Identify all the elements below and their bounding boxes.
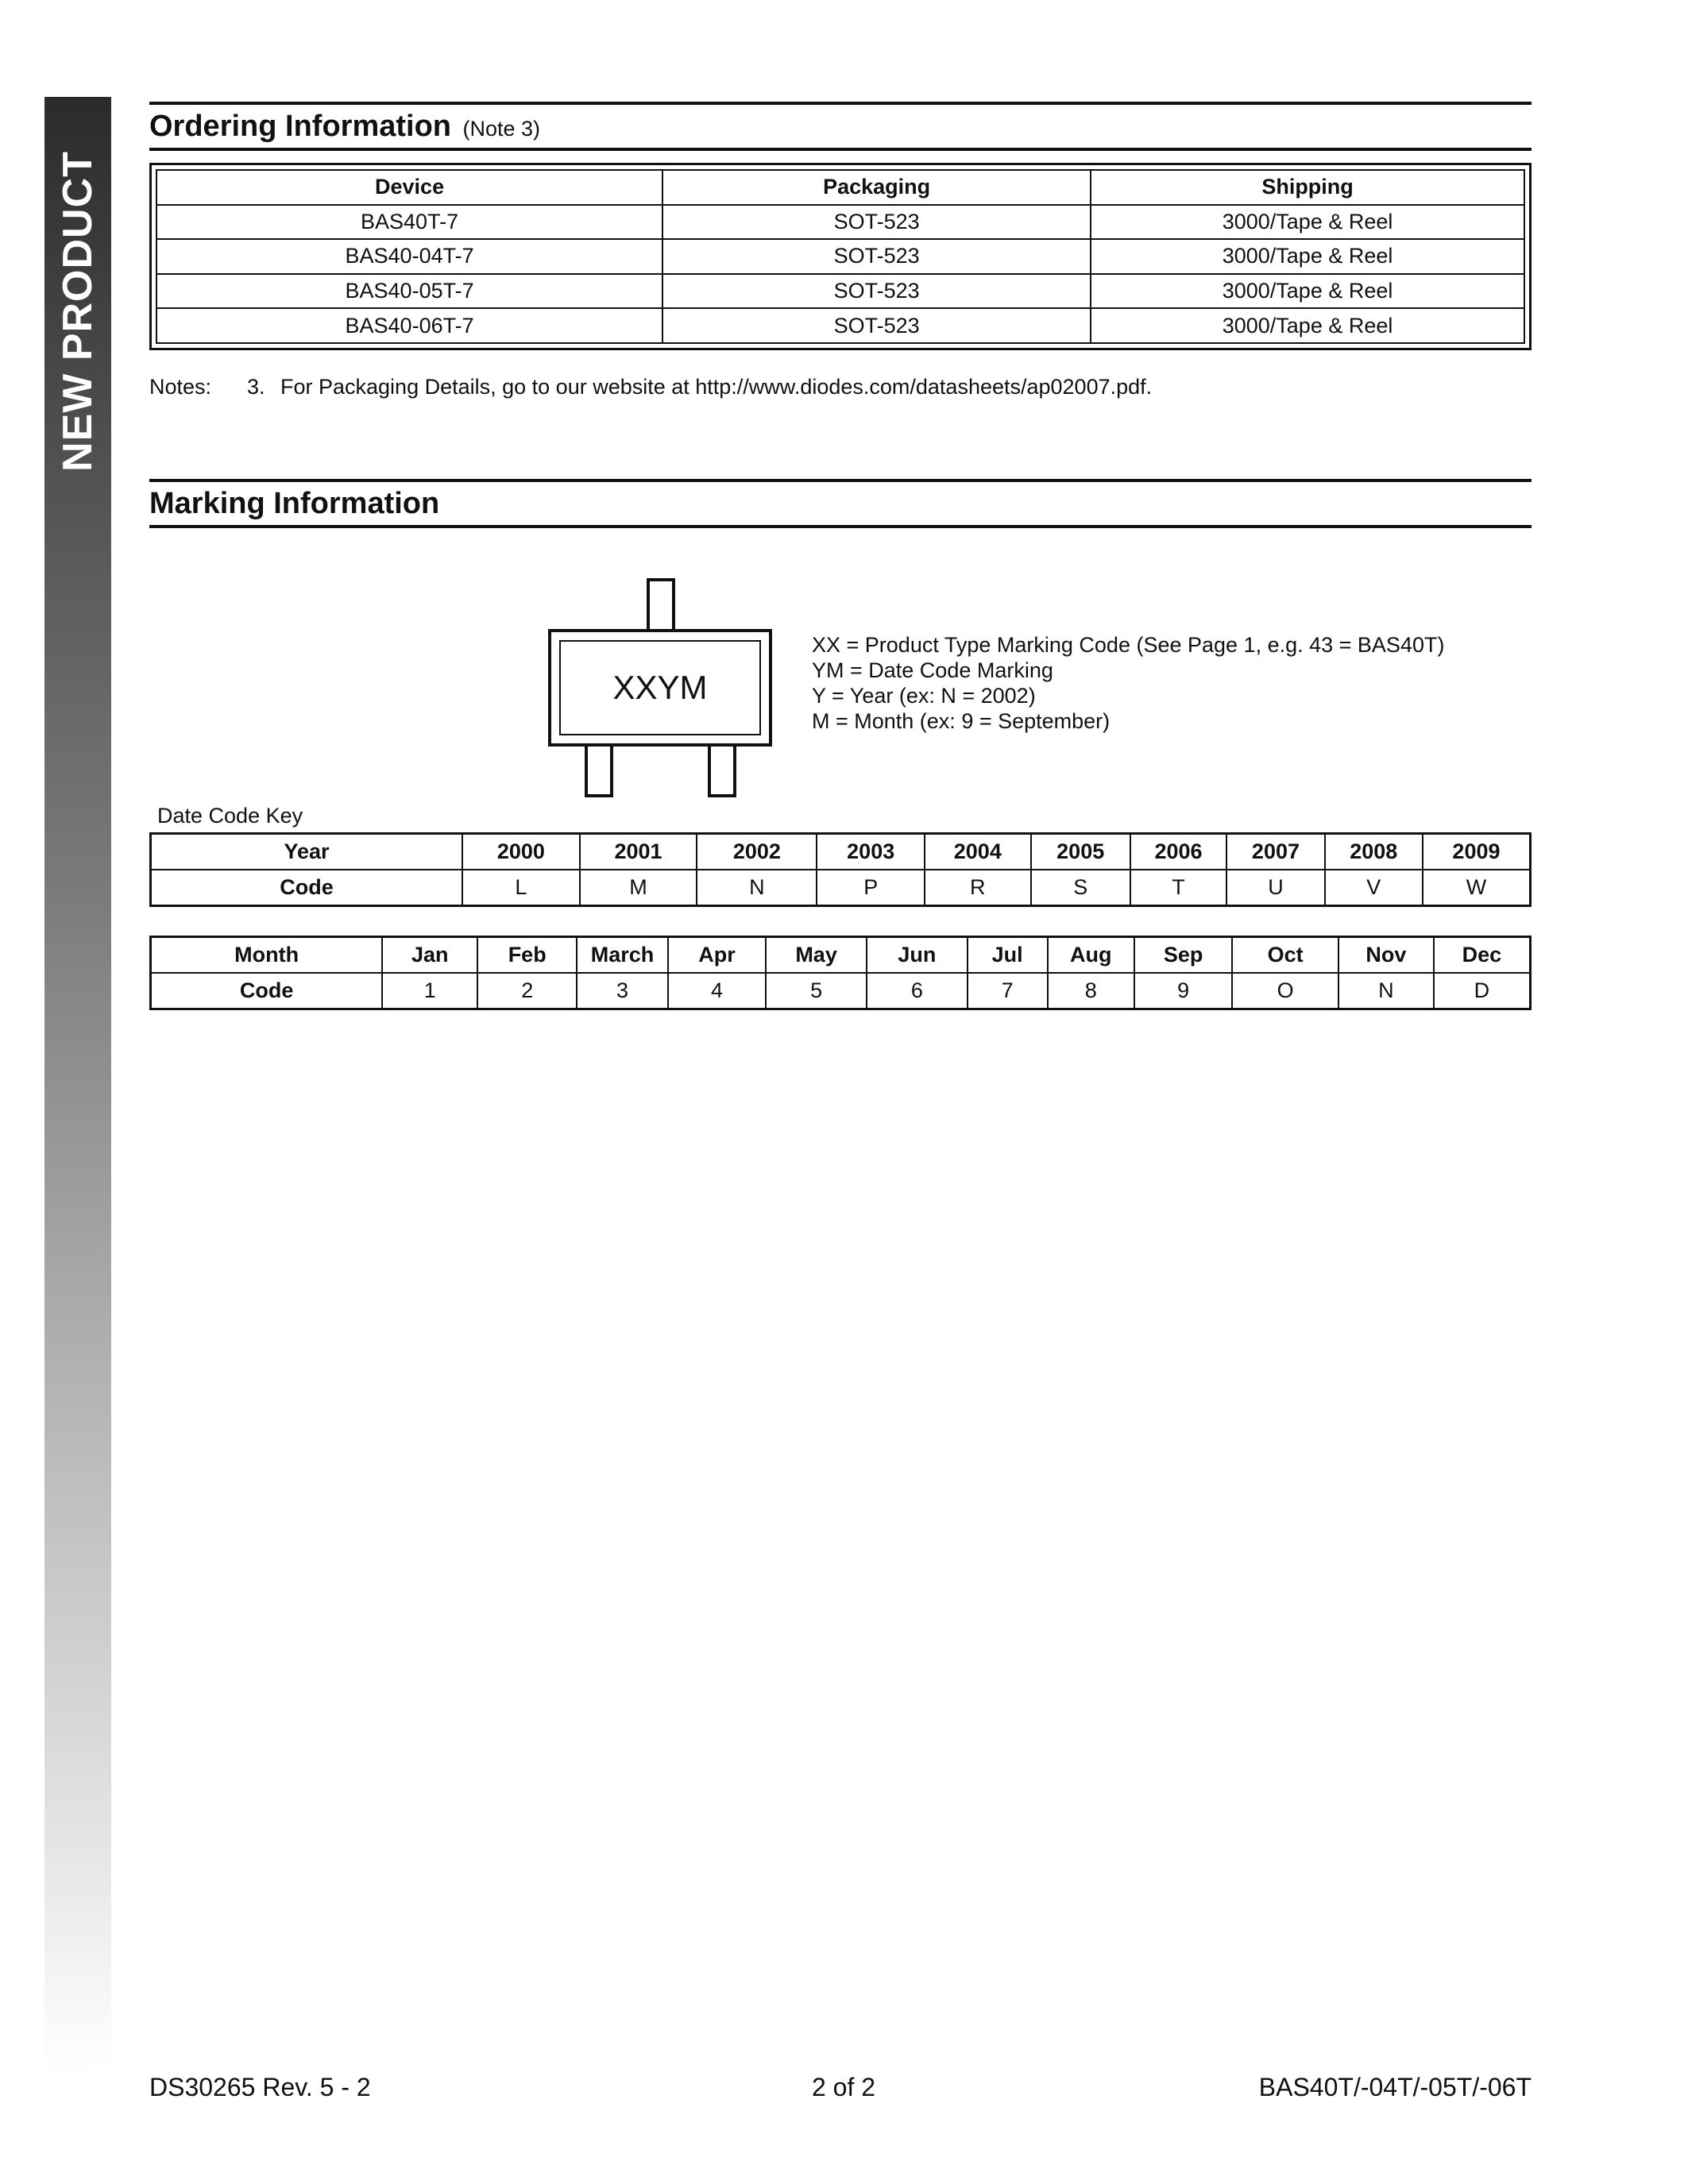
footer-doc-number: DS30265 Rev. 5 - 2 — [149, 2073, 371, 2101]
package-pin-top — [647, 578, 675, 632]
month-code-cell: 7 — [968, 973, 1048, 1009]
device-cell: BAS40-04T-7 — [156, 239, 662, 274]
package-pin-bottom-right — [708, 743, 736, 797]
year-cell: 2007 — [1226, 834, 1324, 870]
code-row-label: Code — [151, 870, 463, 906]
shipping-cell: 3000/Tape & Reel — [1091, 205, 1524, 240]
device-cell: BAS40-05T-7 — [156, 274, 662, 309]
column-header-packaging: Packaging — [662, 170, 1091, 205]
month-code-cell: 9 — [1134, 973, 1232, 1009]
footer-part-numbers: BAS40T/-04T/-05T/-06T — [1258, 2073, 1532, 2101]
marking-section-header — [149, 479, 1532, 528]
table-row — [151, 834, 1531, 870]
note-text: For Packaging Details, go to our website at http://www.diodes.com/datasheets/ap02007.pdf. — [280, 375, 1153, 399]
month-cell: Jun — [867, 937, 968, 974]
table-row — [156, 205, 1524, 240]
device-cell: BAS40T-7 — [156, 205, 662, 240]
package-body — [548, 629, 772, 747]
marking-legend — [812, 632, 1444, 734]
table-header-row — [156, 170, 1524, 205]
year-cell: 2002 — [697, 834, 817, 870]
month-code-cell: D — [1434, 973, 1531, 1009]
month-cell: Sep — [1134, 937, 1232, 974]
device-cell: BAS40-06T-7 — [156, 308, 662, 343]
month-cell: Feb — [477, 937, 577, 974]
legend-line: M = Month (ex: 9 = September) — [812, 709, 1111, 733]
month-code-cell: 6 — [867, 973, 968, 1009]
year-cell: 2006 — [1130, 834, 1227, 870]
month-code-cell: 5 — [766, 973, 867, 1009]
year-code-cell: T — [1130, 870, 1227, 906]
notes — [149, 375, 1152, 399]
legend-line: Y = Year (ex: N = 2002) — [812, 684, 1036, 708]
month-code-cell: 4 — [668, 973, 766, 1009]
side-banner-text: NEW PRODUCT — [55, 151, 101, 472]
month-code-table — [149, 936, 1532, 1010]
month-cell: May — [766, 937, 867, 974]
shipping-cell: 3000/Tape & Reel — [1091, 274, 1524, 309]
packaging-cell: SOT-523 — [662, 274, 1091, 309]
ordering-table — [156, 169, 1525, 344]
year-cell: 2004 — [925, 834, 1031, 870]
month-cell: Dec — [1434, 937, 1531, 974]
ordering-table-frame — [149, 163, 1532, 350]
month-code-cell: N — [1338, 973, 1434, 1009]
packaging-cell: SOT-523 — [662, 308, 1091, 343]
year-code-cell: P — [817, 870, 924, 906]
year-cell: 2005 — [1031, 834, 1130, 870]
year-cell: 2000 — [462, 834, 580, 870]
year-row-label: Year — [151, 834, 463, 870]
shipping-cell: 3000/Tape & Reel — [1091, 239, 1524, 274]
month-cell: Nov — [1338, 937, 1434, 974]
table-row — [151, 937, 1531, 974]
table-row — [156, 239, 1524, 274]
year-cell: 2009 — [1423, 834, 1531, 870]
year-code-cell: U — [1226, 870, 1324, 906]
code-row-label: Code — [151, 973, 383, 1009]
year-cell: 2003 — [817, 834, 924, 870]
year-code-cell: W — [1423, 870, 1531, 906]
package-marking-label: XXYM — [559, 640, 761, 735]
date-code-key-label: Date Code Key — [157, 804, 303, 828]
year-cell: 2001 — [580, 834, 697, 870]
footer-page-number: 2 of 2 — [811, 2073, 876, 2101]
month-code-cell: 2 — [477, 973, 577, 1009]
package-diagram — [548, 578, 772, 797]
month-cell: Oct — [1232, 937, 1338, 974]
month-cell: March — [577, 937, 668, 974]
ordering-section-header — [149, 102, 1532, 151]
package-pin-bottom-left — [585, 743, 613, 797]
year-code-cell: M — [580, 870, 697, 906]
shipping-cell: 3000/Tape & Reel — [1091, 308, 1524, 343]
month-code-cell: 3 — [577, 973, 668, 1009]
notes-label: Notes: — [149, 375, 212, 399]
month-cell: Jan — [382, 937, 477, 974]
year-cell: 2008 — [1325, 834, 1423, 870]
ordering-title: Ordering Information — [149, 110, 451, 143]
month-code-cell: O — [1232, 973, 1338, 1009]
year-code-cell: S — [1031, 870, 1130, 906]
table-row — [151, 870, 1531, 906]
month-code-cell: 8 — [1048, 973, 1134, 1009]
column-header-shipping: Shipping — [1091, 170, 1524, 205]
ordering-note-ref: (Note 3) — [462, 117, 540, 141]
month-cell: Jul — [968, 937, 1048, 974]
year-code-cell: V — [1325, 870, 1423, 906]
month-code-cell: 1 — [382, 973, 477, 1009]
table-row — [156, 308, 1524, 343]
packaging-cell: SOT-523 — [662, 205, 1091, 240]
year-code-cell: N — [697, 870, 817, 906]
column-header-device: Device — [156, 170, 662, 205]
month-cell: Apr — [668, 937, 766, 974]
legend-line: XX = Product Type Marking Code (See Page 1, e.g. 43 = BAS40T) — [812, 633, 1445, 657]
note-number: 3. — [247, 375, 265, 399]
legend-line: YM = Date Code Marking — [812, 658, 1053, 682]
packaging-cell: SOT-523 — [662, 239, 1091, 274]
table-row — [156, 274, 1524, 309]
table-row — [151, 973, 1531, 1009]
marking-title: Marking Information — [149, 487, 440, 520]
year-code-cell: R — [925, 870, 1031, 906]
month-cell: Aug — [1048, 937, 1134, 974]
month-row-label: Month — [151, 937, 383, 974]
year-code-cell: L — [462, 870, 580, 906]
year-code-table — [149, 832, 1532, 907]
